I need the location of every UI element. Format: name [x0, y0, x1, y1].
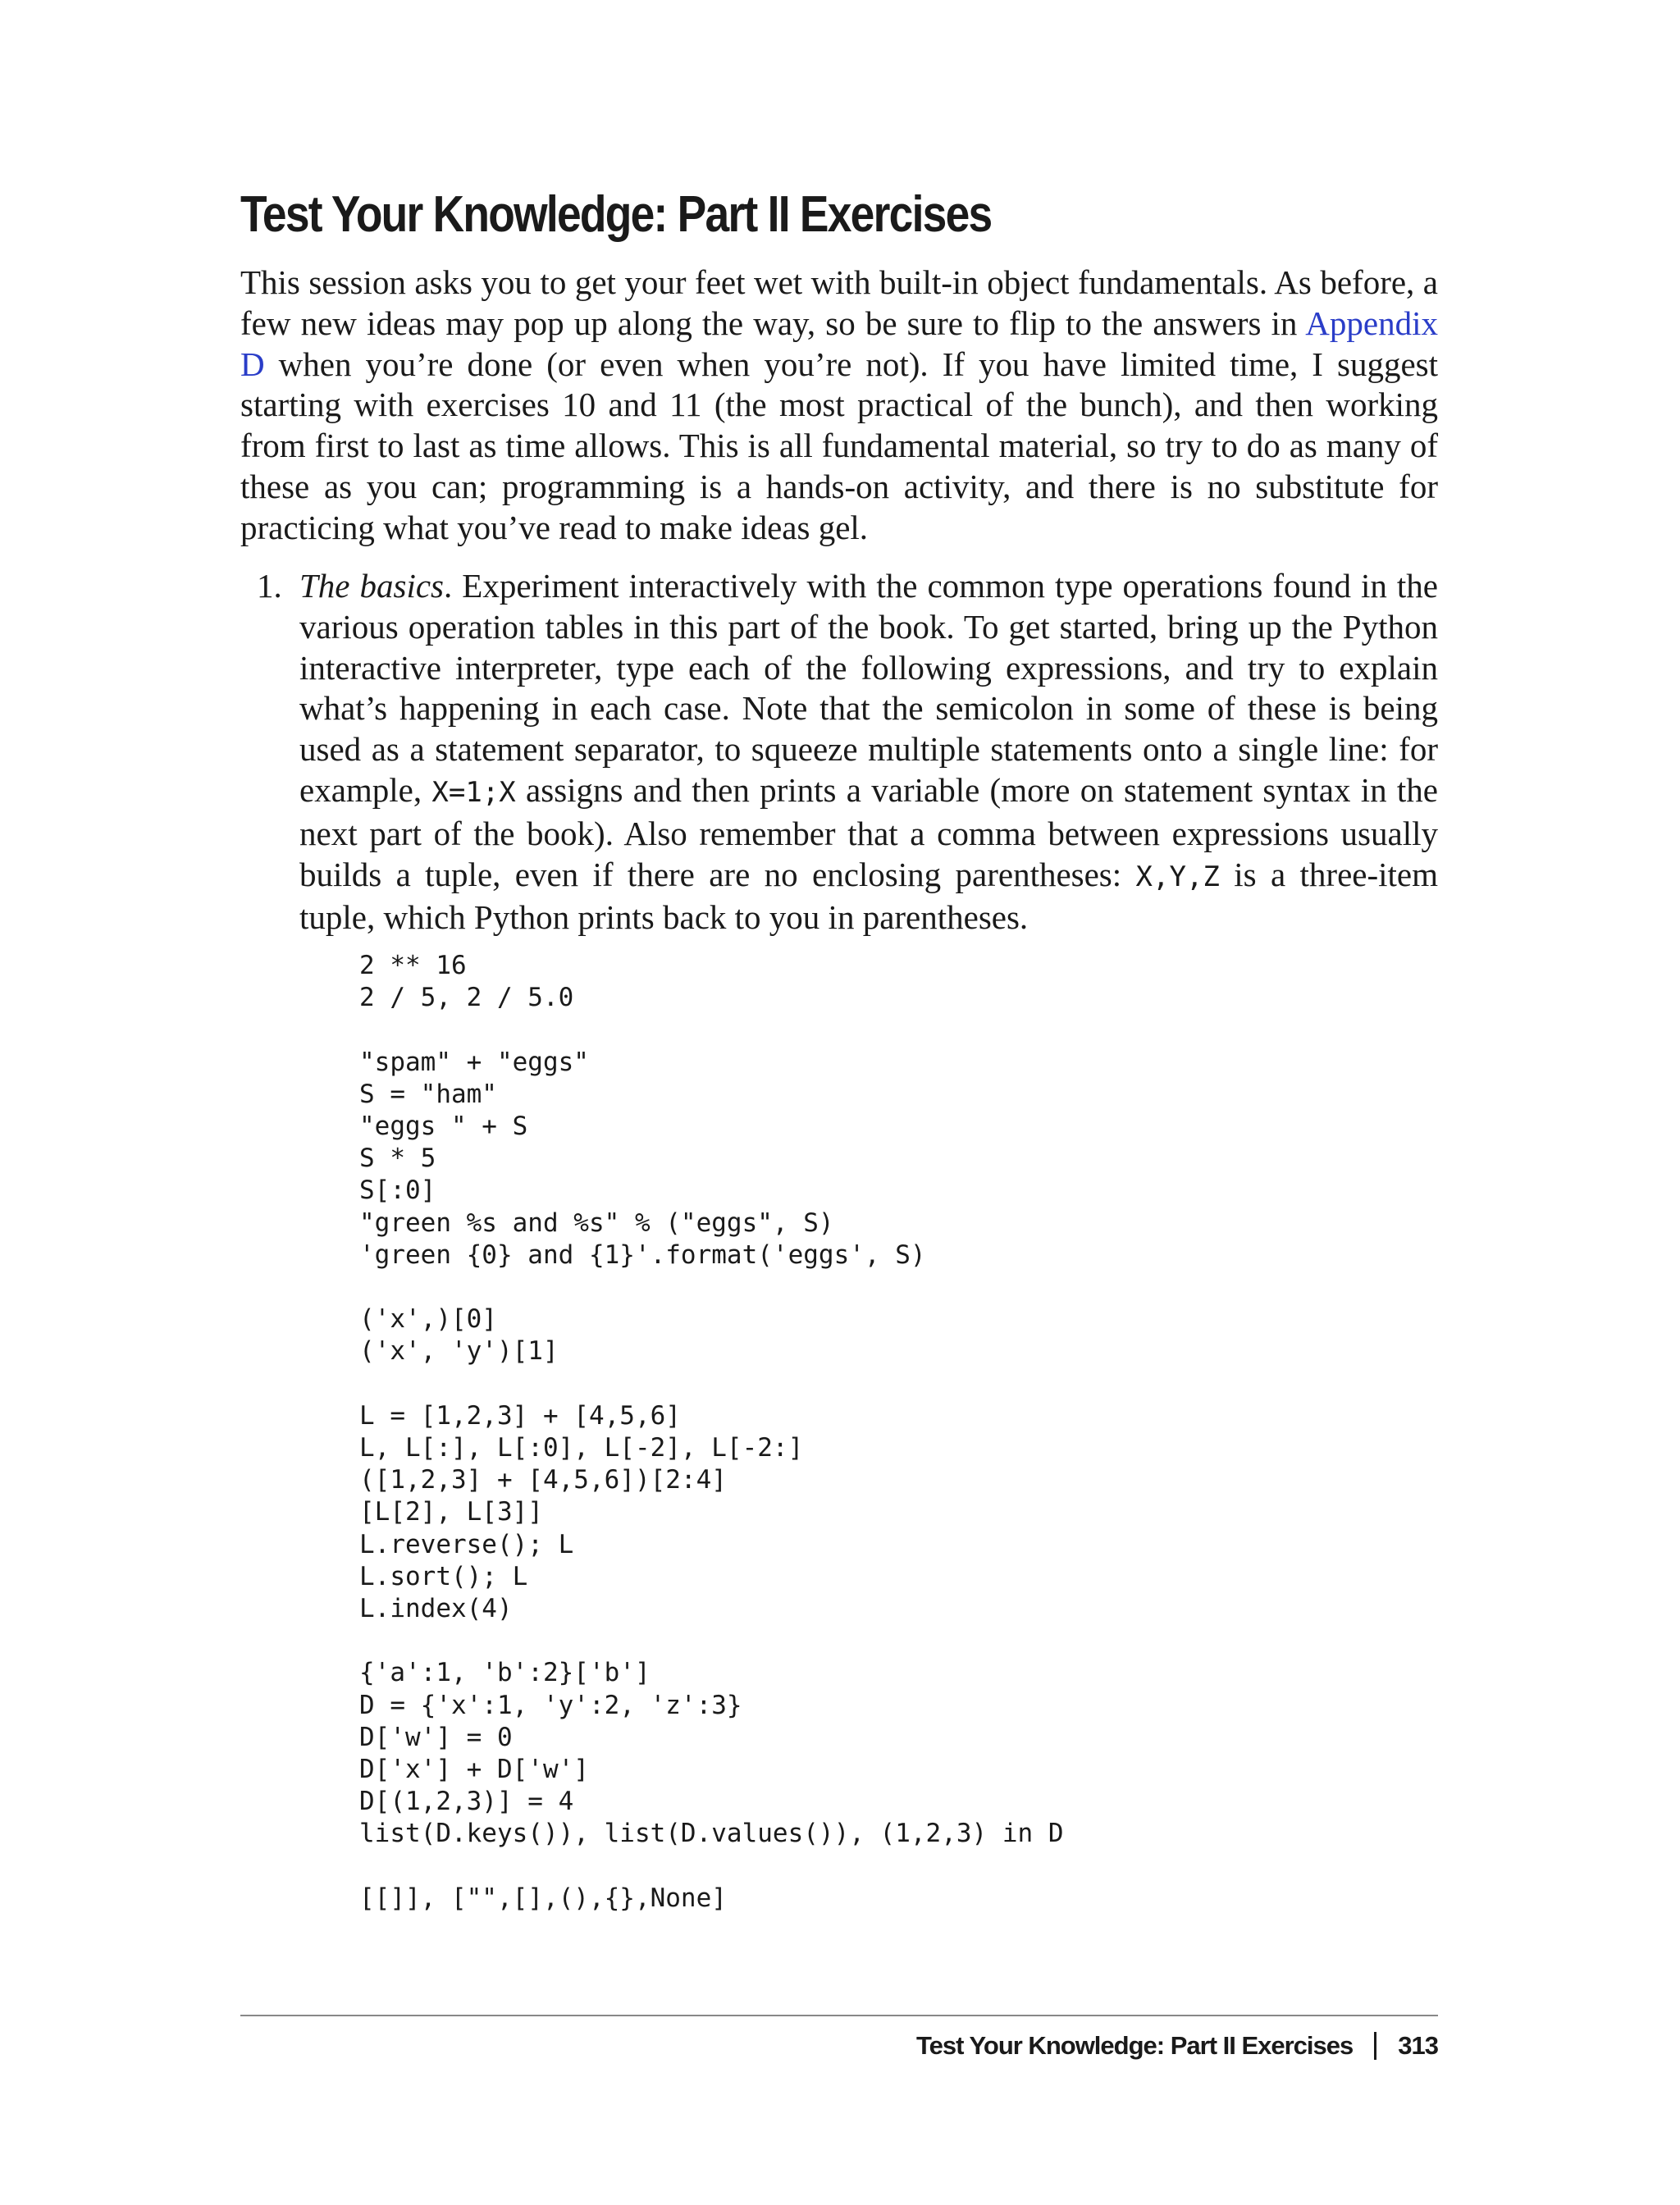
intro-text-start: This session asks you to get your feet wet with built-in object fundamentals. As before, a few new ideas may pop up along the way, so be sure to flip to the answers in: [240, 263, 1438, 342]
code-listing: 2 ** 16 2 / 5, 2 / 5.0 "spam" + "eggs" S = "ham" "eggs " + S S * 5 S[:0] "green %s and %s" % ("eggs", S) 'green {0} and {1}'.format('eggs', S) ('x',)[0] ('x', 'y')[1] L = [1,2,3] + [4,5,6] L, L[:], L[:0], L[-2], L[-2:] ([1,2,3] + [4,5,6])[2:4] [L[2], L[3]] L.reverse(); L L.sort(); L L.index(4) {'a':1, 'b':2}['b'] D = {'x':1, 'y':2, 'z':3} D['w'] = 0 D['x'] + D['w'] D[(1,2,3)] = 4 list(D.keys()), list(D.values()), (1,2,3) in D [[]], ["",[],(),{},None]: [359, 951, 1064, 1913]
running-title: Test Your Knowledge: Part II Exercises: [916, 2031, 1354, 2060]
footer-divider: [240, 2015, 1438, 2016]
page-number: 313: [1398, 2031, 1438, 2060]
exercise-text: [299, 566, 1438, 938]
appendix-d-link[interactable]: Appendix D: [240, 304, 1438, 383]
exercise-number: 1.: [257, 567, 282, 605]
intro-paragraph: [240, 262, 1438, 549]
intro-text-end: when you’re done (or even when you’re not). If you have limited time, I suggest starting with exercises 10 and 11 (the most practical of the bunch), and then working from first to last as time allows. This is all fundamental material, so try to do as many of these as you can; programming is a hands-on activity, and there is no substitute for practicing what you’ve read to make ideas gel.: [240, 345, 1438, 546]
exercise-item: [240, 566, 1438, 938]
exercise-text-part-2: assigns and then prints a variable (more on statement syntax in the next part of the book). Also remember that a comma between expressions usually builds a tuple, even if there are no enclosing parentheses:: [299, 770, 1438, 893]
inline-code-assign: X=1;X: [431, 775, 516, 809]
exercise-text-part-3: is a three-item tuple, which Python prints back to you in parentheses.: [299, 855, 1438, 937]
section-heading: Test Your Knowledge: Part II Exercises: [240, 186, 992, 243]
exercise-text-part-1: . Experiment interactively with the common type operations found in the various operation tables in this part of the book. To get started, bring up the Python interactive interpreter, type each of the following expressions, and try to explain what’s happening in each case. Note that the semicolon in some of these is being used as a statement separator, to squeeze multiple statements onto a single line: for example,: [299, 567, 1439, 809]
page-footer: [916, 2025, 1438, 2067]
footer-separator: [1374, 2032, 1376, 2060]
exercise-title: The basics: [299, 567, 445, 605]
inline-code-tuple: X,Y,Z: [1135, 860, 1220, 893]
